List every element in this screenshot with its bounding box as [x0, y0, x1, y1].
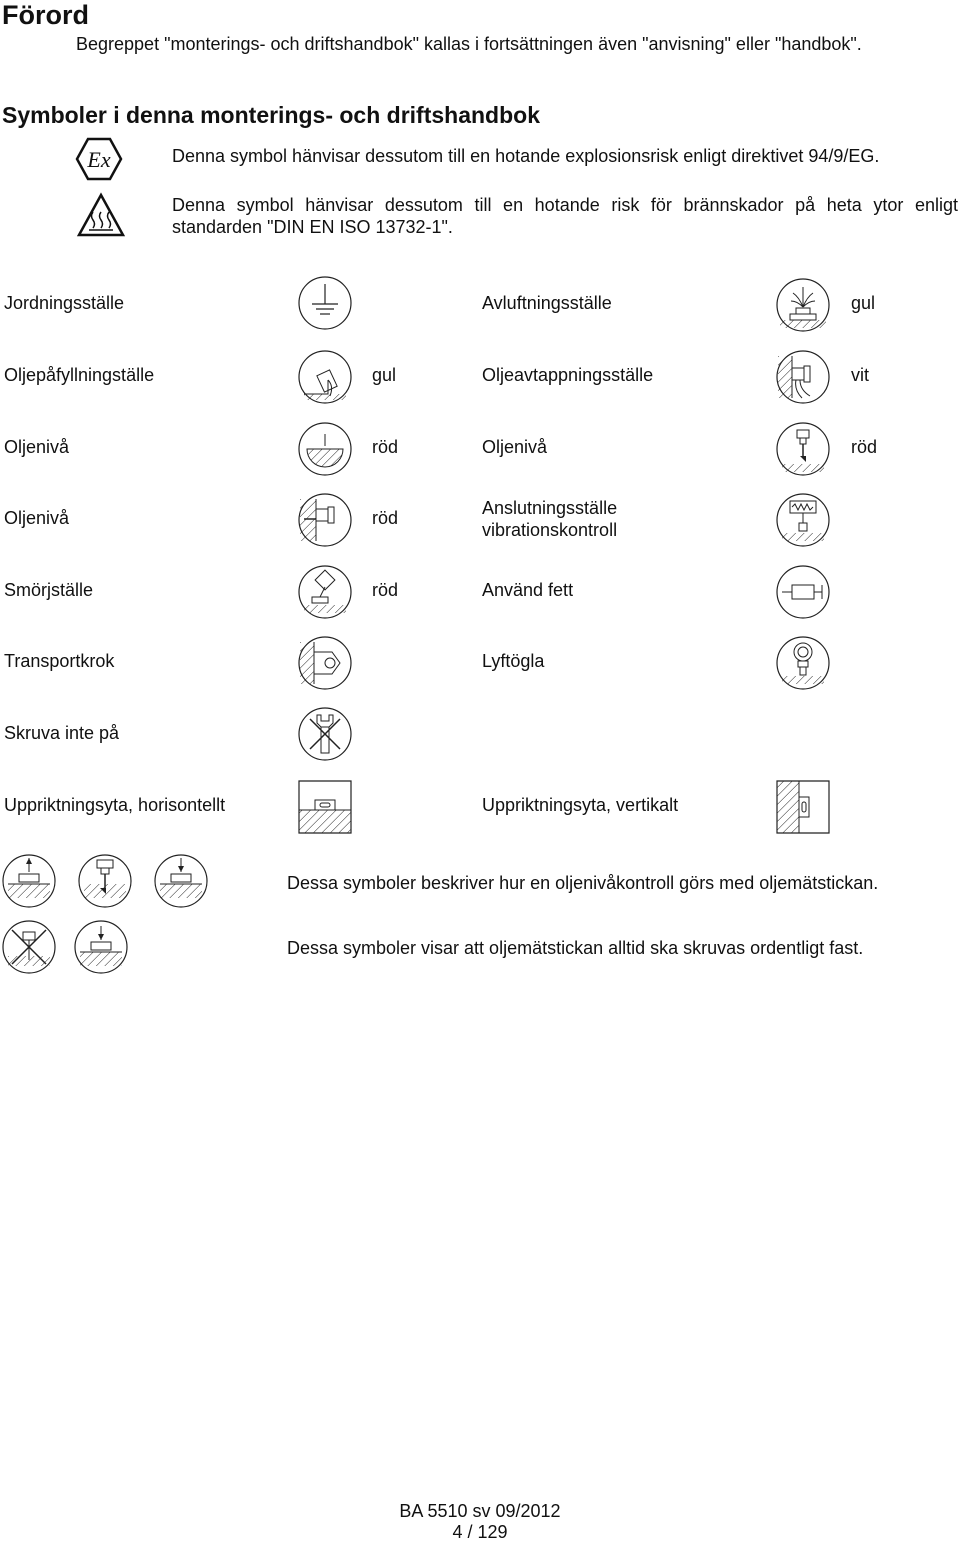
label-oil-level-1: Oljenivå [4, 437, 70, 457]
dipstick-check-step1-icon [2, 854, 56, 908]
footer-page-number: 4 / 129 [452, 1522, 508, 1542]
svg-text:Ex: Ex [87, 147, 111, 172]
transport-hook-icon [298, 636, 352, 690]
oil-level-sight-icon [298, 422, 352, 476]
label-oil-fill-point: Oljepåfyllningställe [4, 365, 155, 385]
ex-symbol-text: Denna symbol hänvisar dessutom till en hotande explosionsrisk enligt direktivet 94/9/EG. [172, 146, 880, 166]
vent-icon [776, 278, 830, 332]
lifting-eye-icon [776, 636, 830, 690]
intro-text: Begreppet "monterings- och driftshandbok" kallas i fortsättningen även "anvisning" eller "handbok". [76, 34, 862, 54]
color-oil-fill: gul [372, 365, 397, 385]
label-alignment-vertical: Uppriktningsyta, vertikalt [482, 795, 679, 815]
alignment-horizontal-icon [298, 780, 352, 834]
label-lifting-eye: Lyftögla [482, 651, 545, 671]
dipstick-check-step2-icon [78, 854, 132, 908]
footer-doc-id: BA 5510 sv 09/2012 [399, 1501, 561, 1521]
explosion-hazard-icon [76, 137, 122, 181]
symbols-heading: Symboler i denna monterings- och driftshandbok [2, 102, 540, 128]
label-do-not-unscrew: Skruva inte på [4, 723, 120, 743]
color-lubrication: röd [372, 580, 399, 600]
oil-level-dipstick-icon [776, 422, 830, 476]
hot-symbol-text: Denna symbol hänvisar dessutom till en hotande risk för brännskador på heta ytor enligt standarden "DIN EN ISO 13732-1". [172, 195, 958, 237]
dipstick-check-step3-icon [154, 854, 208, 908]
oil-fill-icon [298, 350, 352, 404]
label-transport-hook: Transportkrok [4, 651, 115, 671]
label-oil-drain-point: Oljeavtappningsställe [482, 365, 654, 385]
color-oil-level-3: röd [372, 508, 399, 528]
color-oil-level-2: röd [851, 437, 878, 457]
color-oil-drain: vit [851, 365, 869, 385]
color-vent: gul [851, 293, 876, 313]
page-title: Förord [2, 0, 89, 30]
label-alignment-horizontal: Uppriktningsyta, horisontellt [4, 795, 226, 815]
dipstick-check-text: Dessa symboler beskriver hur en oljenivåkontroll görs med oljemätstickan. [287, 873, 879, 893]
label-oil-level-3: Oljenivå [4, 508, 70, 528]
dipstick-tight-icon [74, 920, 128, 974]
dipstick-tight-text: Dessa symboler visar att oljemätstickan alltid ska skruvas ordentligt fast. [287, 938, 864, 958]
dipstick-loose-forbidden-icon [2, 920, 56, 974]
alignment-vertical-icon [776, 780, 830, 834]
lubrication-icon [298, 565, 352, 619]
grease-gun-icon [776, 565, 830, 619]
label-use-grease: Använd fett [482, 580, 574, 600]
do-not-unscrew-icon [298, 707, 352, 761]
label-grounding-point: Jordningsställe [4, 293, 125, 313]
color-oil-level-1: röd [372, 437, 399, 457]
oil-level-overflow-icon [298, 493, 352, 547]
label-oil-level-2: Oljenivå [482, 437, 548, 457]
label-vibration-connection: Anslutningsställe vibrationskontroll [482, 498, 618, 540]
label-lubrication-point: Smörjställe [4, 580, 94, 600]
grounding-icon [298, 276, 352, 330]
vibration-sensor-icon [776, 493, 830, 547]
oil-drain-icon [776, 350, 830, 404]
hot-surface-warning-icon [76, 192, 126, 238]
label-vent-point: Avluftningsställe [482, 293, 612, 313]
